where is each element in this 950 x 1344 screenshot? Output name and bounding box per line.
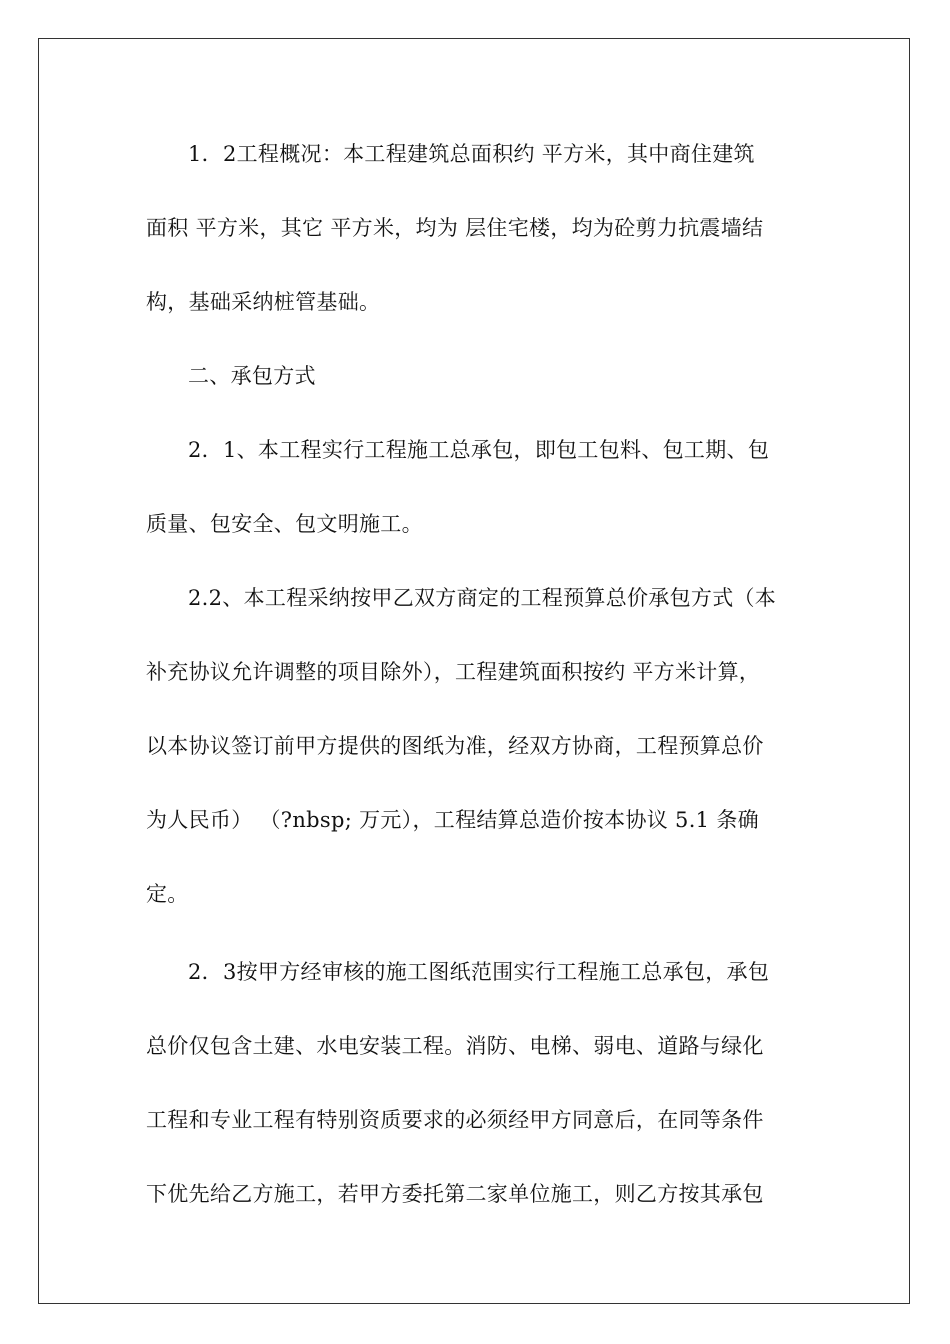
text-line: 补充协议允许调整的项目除外），工程建筑面积按约 平方米计算， — [146, 660, 761, 684]
text-line: 构，基础采纳桩管基础。 — [146, 290, 381, 314]
text-line: 2．1、本工程实行工程施工总承包，即包工包料、包工期、包 — [188, 438, 770, 462]
text-line: 定。 — [146, 882, 189, 906]
section-heading: 二、承包方式 — [188, 364, 316, 388]
text-line: 总价仅包含土建、水电安装工程。消防、电梯、弱电、道路与绿化 — [146, 1034, 764, 1058]
text-line: 质量、包安全、包文明施工。 — [146, 512, 423, 536]
text-line: 2.2、本工程采纳按甲乙双方商定的工程预算总价承包方式（本 — [188, 586, 777, 610]
text-line: 下优先给乙方施工，若甲方委托第二家单位施工，则乙方按其承包 — [146, 1182, 764, 1206]
text-line: 1．2工程概况：本工程建筑总面积约 平方米，其中商住建筑 — [188, 142, 755, 166]
text-line: 工程和专业工程有特别资质要求的必须经甲方同意后，在同等条件 — [146, 1108, 764, 1132]
text-line: 面积 平方米，其它 平方米，均为 层住宅楼，均为砼剪力抗震墙结 — [146, 216, 764, 240]
text-line: 2．3按甲方经审核的施工图纸范围实行工程施工总承包，承包 — [188, 960, 770, 984]
text-line: 以本协议签订前甲方提供的图纸为准，经双方协商，工程预算总价 — [146, 734, 764, 758]
text-line: 为人民币） （?nbsp; 万元），工程结算总造价按本协议 5.1 条确 — [146, 808, 759, 832]
